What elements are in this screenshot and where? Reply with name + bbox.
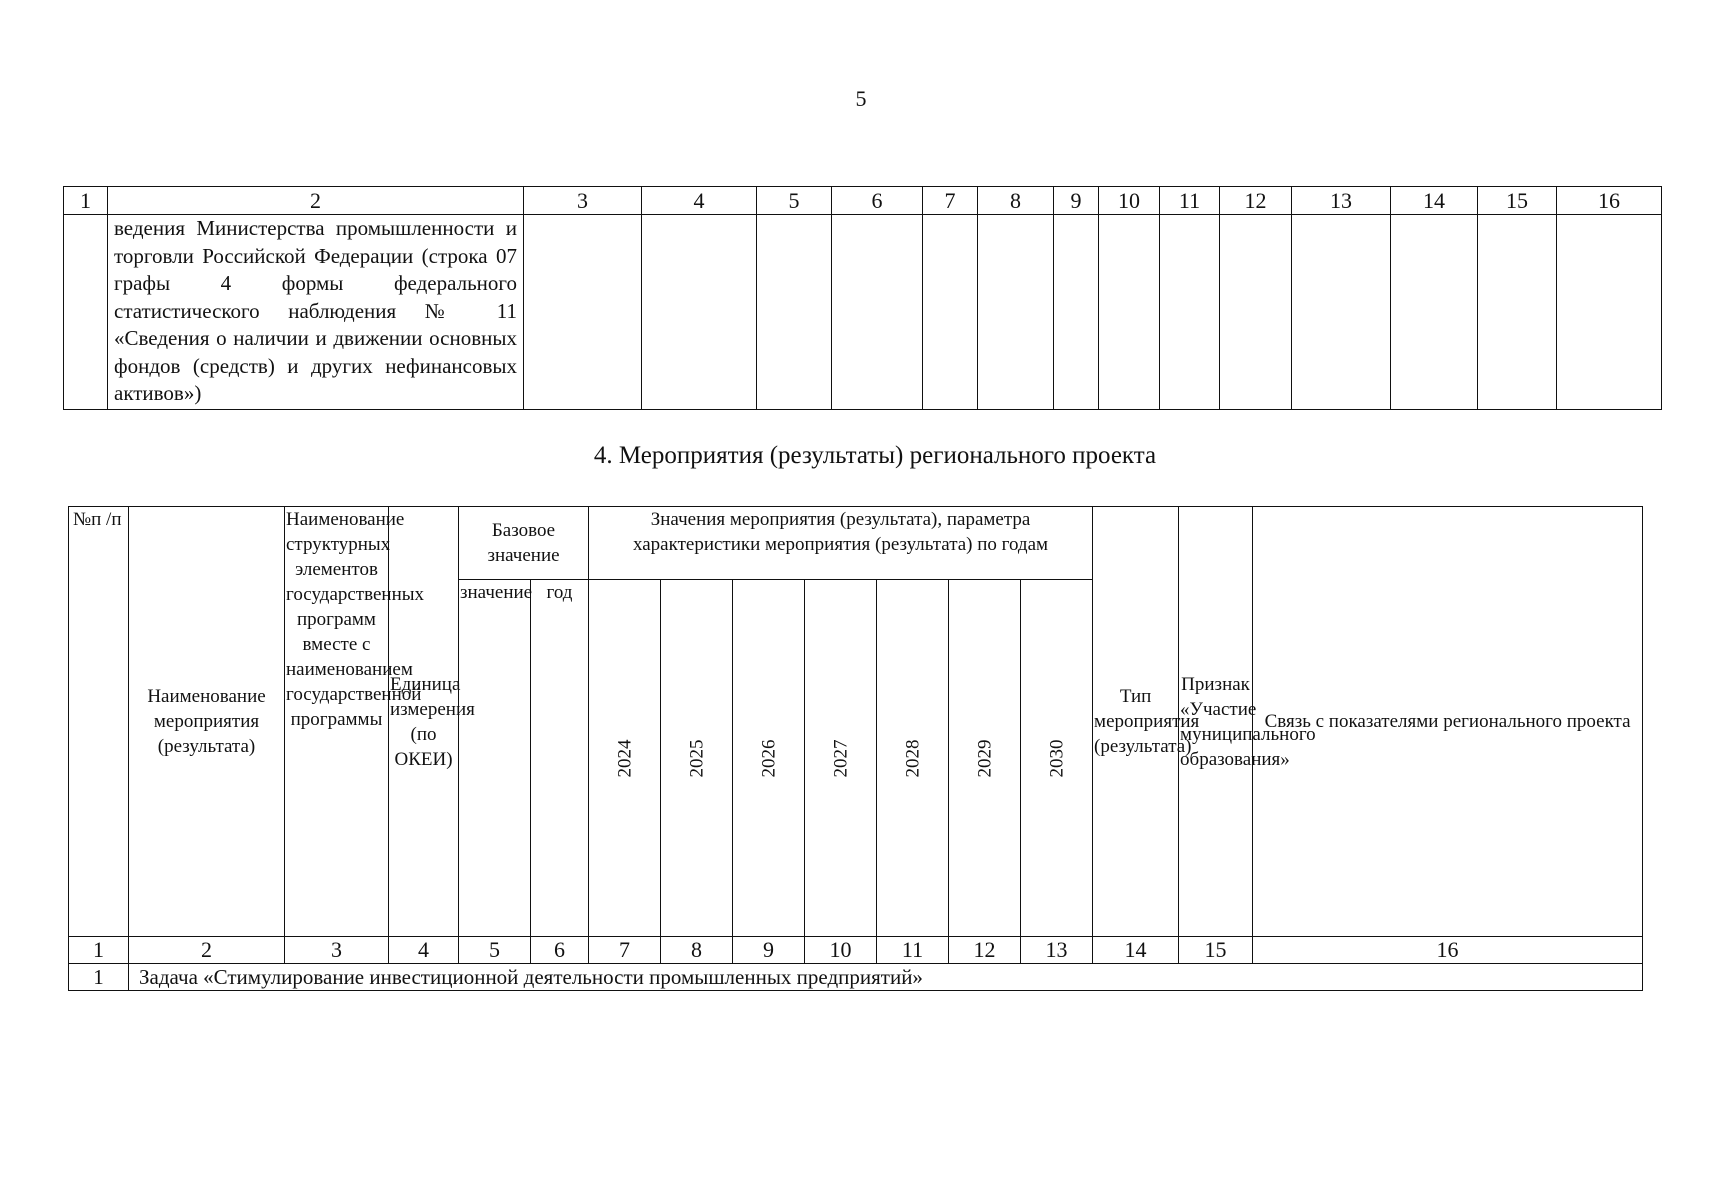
column-number: 9 [733, 937, 805, 964]
header-year [877, 580, 949, 937]
table-cell [1099, 215, 1160, 410]
column-number: 7 [923, 187, 978, 215]
year-label: 2030 [1046, 739, 1068, 777]
column-number: 5 [757, 187, 832, 215]
table-cell [1054, 215, 1099, 410]
column-number: 4 [389, 937, 459, 964]
task-cell [129, 964, 1643, 991]
column-number: 3 [285, 937, 389, 964]
column-number: 4 [642, 187, 757, 215]
header-year [589, 580, 661, 937]
header-values-by-year: Значения мероприятия (результата), параметра характеристики мероприятия (результата) по годам [589, 507, 1093, 580]
column-number: 2 [108, 187, 524, 215]
year-label: 2026 [758, 739, 780, 777]
column-number-row [64, 187, 1662, 215]
header-unit: Единица измерения (по ОКЕИ) [389, 507, 459, 937]
table-cell [1292, 215, 1391, 410]
column-number: 2 [129, 937, 285, 964]
column-number-row [69, 937, 1643, 964]
page-number: 5 [855, 86, 867, 111]
table-cell [642, 215, 757, 410]
column-number: 8 [661, 937, 733, 964]
header-year [805, 580, 877, 937]
column-number: 11 [1160, 187, 1220, 215]
task-row [69, 964, 1643, 991]
column-number: 14 [1093, 937, 1179, 964]
column-number: 13 [1292, 187, 1391, 215]
column-number: 9 [1054, 187, 1099, 215]
column-number: 14 [1391, 187, 1478, 215]
table-cell [1478, 215, 1557, 410]
continuation-table [63, 186, 1662, 410]
table-cell [64, 215, 108, 410]
column-number: 16 [1557, 187, 1662, 215]
header-num: №п /п [69, 507, 129, 937]
indicator-description: ведения Министерства промышленности и торговли Российской Федерации (строка 07 графы 4 формы федерального статистического наблюдения № 11 «Сведения о наличии и движении основных фондов (средств) и других нефинансовых активов») [114, 216, 517, 405]
table-cell [1557, 215, 1662, 410]
table-cell [524, 215, 642, 410]
table-cell [108, 215, 524, 410]
section-title: 4. Мероприятия (результаты) регионального проекта [593, 442, 1157, 469]
column-number: 8 [978, 187, 1054, 215]
column-number: 3 [524, 187, 642, 215]
task-text: Задача «Стимулирование инвестиционной деятельности промышленных предприятий» [139, 964, 923, 989]
table-cell [978, 215, 1054, 410]
column-number: 1 [69, 937, 129, 964]
header-year [949, 580, 1021, 937]
year-label: 2029 [974, 739, 996, 777]
column-number: 10 [1099, 187, 1160, 215]
column-number: 7 [589, 937, 661, 964]
column-number: 11 [877, 937, 949, 964]
header-year [733, 580, 805, 937]
table-cell [1220, 215, 1292, 410]
activities-table [68, 506, 1643, 991]
column-number: 5 [459, 937, 531, 964]
header-base-value-value: значение [459, 580, 531, 937]
header-structural-elements: Наименование структурных элементов государственных программ вместе с наименованием государственной программы [285, 507, 389, 937]
column-number: 15 [1478, 187, 1557, 215]
column-number: 12 [949, 937, 1021, 964]
column-number: 6 [531, 937, 589, 964]
header-municipal-participation: Признак «Участие муниципального образования» [1179, 507, 1253, 937]
column-number: 1 [64, 187, 108, 215]
header-activity-name: Наименование мероприятия (результата) [129, 507, 285, 937]
header-year [1021, 580, 1093, 937]
column-number: 10 [805, 937, 877, 964]
column-number: 15 [1179, 937, 1253, 964]
year-label: 2025 [686, 739, 708, 777]
year-label: 2024 [614, 739, 636, 777]
header-link-indicators: Связь с показателями регионального проекта [1253, 507, 1643, 937]
header-base-value-year: год [531, 580, 589, 937]
header-base-value: Базовое значение [459, 507, 589, 580]
header-year [661, 580, 733, 937]
column-number: 12 [1220, 187, 1292, 215]
column-number: 16 [1253, 937, 1643, 964]
column-number: 6 [832, 187, 923, 215]
table-row [64, 215, 1662, 410]
year-label: 2027 [830, 739, 852, 777]
table-cell [923, 215, 978, 410]
table-cell [1391, 215, 1478, 410]
header-activity-type: Тип мероприятия (результата) [1093, 507, 1179, 937]
task-number: 1 [69, 964, 129, 991]
column-number: 13 [1021, 937, 1093, 964]
table-cell [1160, 215, 1220, 410]
table-cell [757, 215, 832, 410]
table-cell [832, 215, 923, 410]
year-label: 2028 [902, 739, 924, 777]
